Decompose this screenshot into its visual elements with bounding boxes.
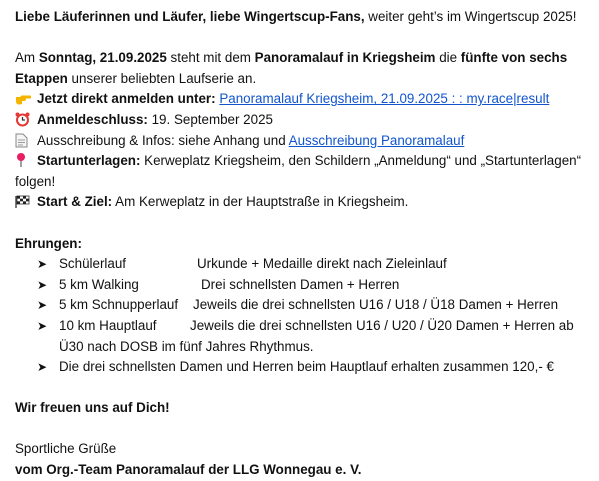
deadline-value: 19. September 2025	[147, 111, 273, 127]
honor-award: Urkunde + Medaille direkt nach Zieleinlauf	[197, 256, 447, 272]
honor-row	[15, 316, 584, 357]
honor-row	[15, 357, 584, 378]
prize-text: Die drei schnellsten Damen und Herren beim Hauptlauf erhalten zusammen 120,- €	[59, 359, 554, 375]
honor-award: Drei schnellsten Damen + Herren	[201, 276, 400, 292]
honor-row	[15, 254, 584, 275]
honor-race: 10 km Hauptlauf	[59, 317, 157, 333]
alarm-clock-icon	[15, 110, 31, 131]
pointing-hand-icon	[15, 89, 31, 110]
arrow-icon: ➤	[37, 257, 48, 272]
honor-race: 5 km Schnupperlauf	[59, 297, 179, 313]
arrow-icon: ➤	[37, 277, 48, 292]
signature-line: vom Org.-Team Panoramalauf der LLG Wonnegau e. V.	[15, 462, 362, 478]
register-label: Jetzt direkt anmelden unter:	[37, 91, 216, 107]
honor-row	[15, 275, 584, 296]
greeting-line	[15, 7, 584, 28]
pushpin-icon	[15, 151, 31, 172]
pickup-value: Kerweplatz Kriegsheim, den Schildern „Anmeldung“ und „Startunterlagen“ folgen!	[15, 153, 582, 189]
arrow-icon: ➤	[37, 298, 48, 313]
arrow-icon: ➤	[37, 318, 48, 333]
pickup-line	[15, 151, 590, 192]
startziel-line	[15, 192, 584, 213]
regards-line: Sportliche Grüße	[15, 441, 117, 457]
arrow-icon: ➤	[37, 360, 48, 375]
honors-heading: Ehrungen:	[15, 235, 82, 251]
event-date: Sonntag, 21.09.2025	[38, 50, 167, 66]
startziel-value: Am Kerweplatz in der Hauptstraße in Kriegsheim.	[112, 194, 409, 210]
honor-row	[15, 295, 584, 316]
startziel-label: Start & Ziel:	[37, 194, 113, 210]
info-link[interactable]: Ausschreibung Panoramalauf	[288, 132, 465, 148]
deadline-line	[15, 110, 584, 131]
deadline-label: Anmeldeschluss:	[37, 111, 148, 127]
register-line	[15, 89, 584, 110]
event-paragraph: Am Sonntag, 21.09.2025 steht mit dem Panoramalauf in Kriegsheim die fünfte von sechs Etappen unserer beliebten Laufserie an.	[15, 50, 568, 86]
document-icon	[15, 131, 31, 152]
greeting-bold: Liebe Läuferinnen und Läufer, liebe Wingertscup-Fans,	[15, 9, 365, 24]
honor-race: Schülerlauf	[59, 256, 126, 272]
chequered-flag-icon	[15, 192, 31, 213]
info-text: Ausschreibung & Infos: siehe Anhang und	[37, 132, 289, 148]
event-stage: fünfte von sechs Etappen	[15, 50, 568, 86]
greeting-rest: weiter geht’s im Wingertscup 2025!	[364, 9, 577, 24]
info-line	[15, 131, 584, 152]
event-name: Panoramalauf in Kriegsheim	[254, 50, 436, 66]
register-link[interactable]: Panoramalauf Kriegsheim, 21.09.2025 : : my.race|result	[219, 91, 550, 107]
pickup-label: Startunterlagen:	[37, 153, 141, 169]
honor-race: 5 km Walking	[59, 276, 139, 292]
cheer-line: Wir freuen uns auf Dich!	[15, 400, 170, 416]
honor-award: Jeweils die drei schnellsten U16 / U18 / Ü18 Damen + Herren	[193, 297, 559, 313]
honor-award: Jeweils die drei schnellsten U16 / U20 / Ü20 Damen + Herren ab Ü30 nach DOSB im fünf Jahres Rhythmus.	[59, 317, 574, 354]
